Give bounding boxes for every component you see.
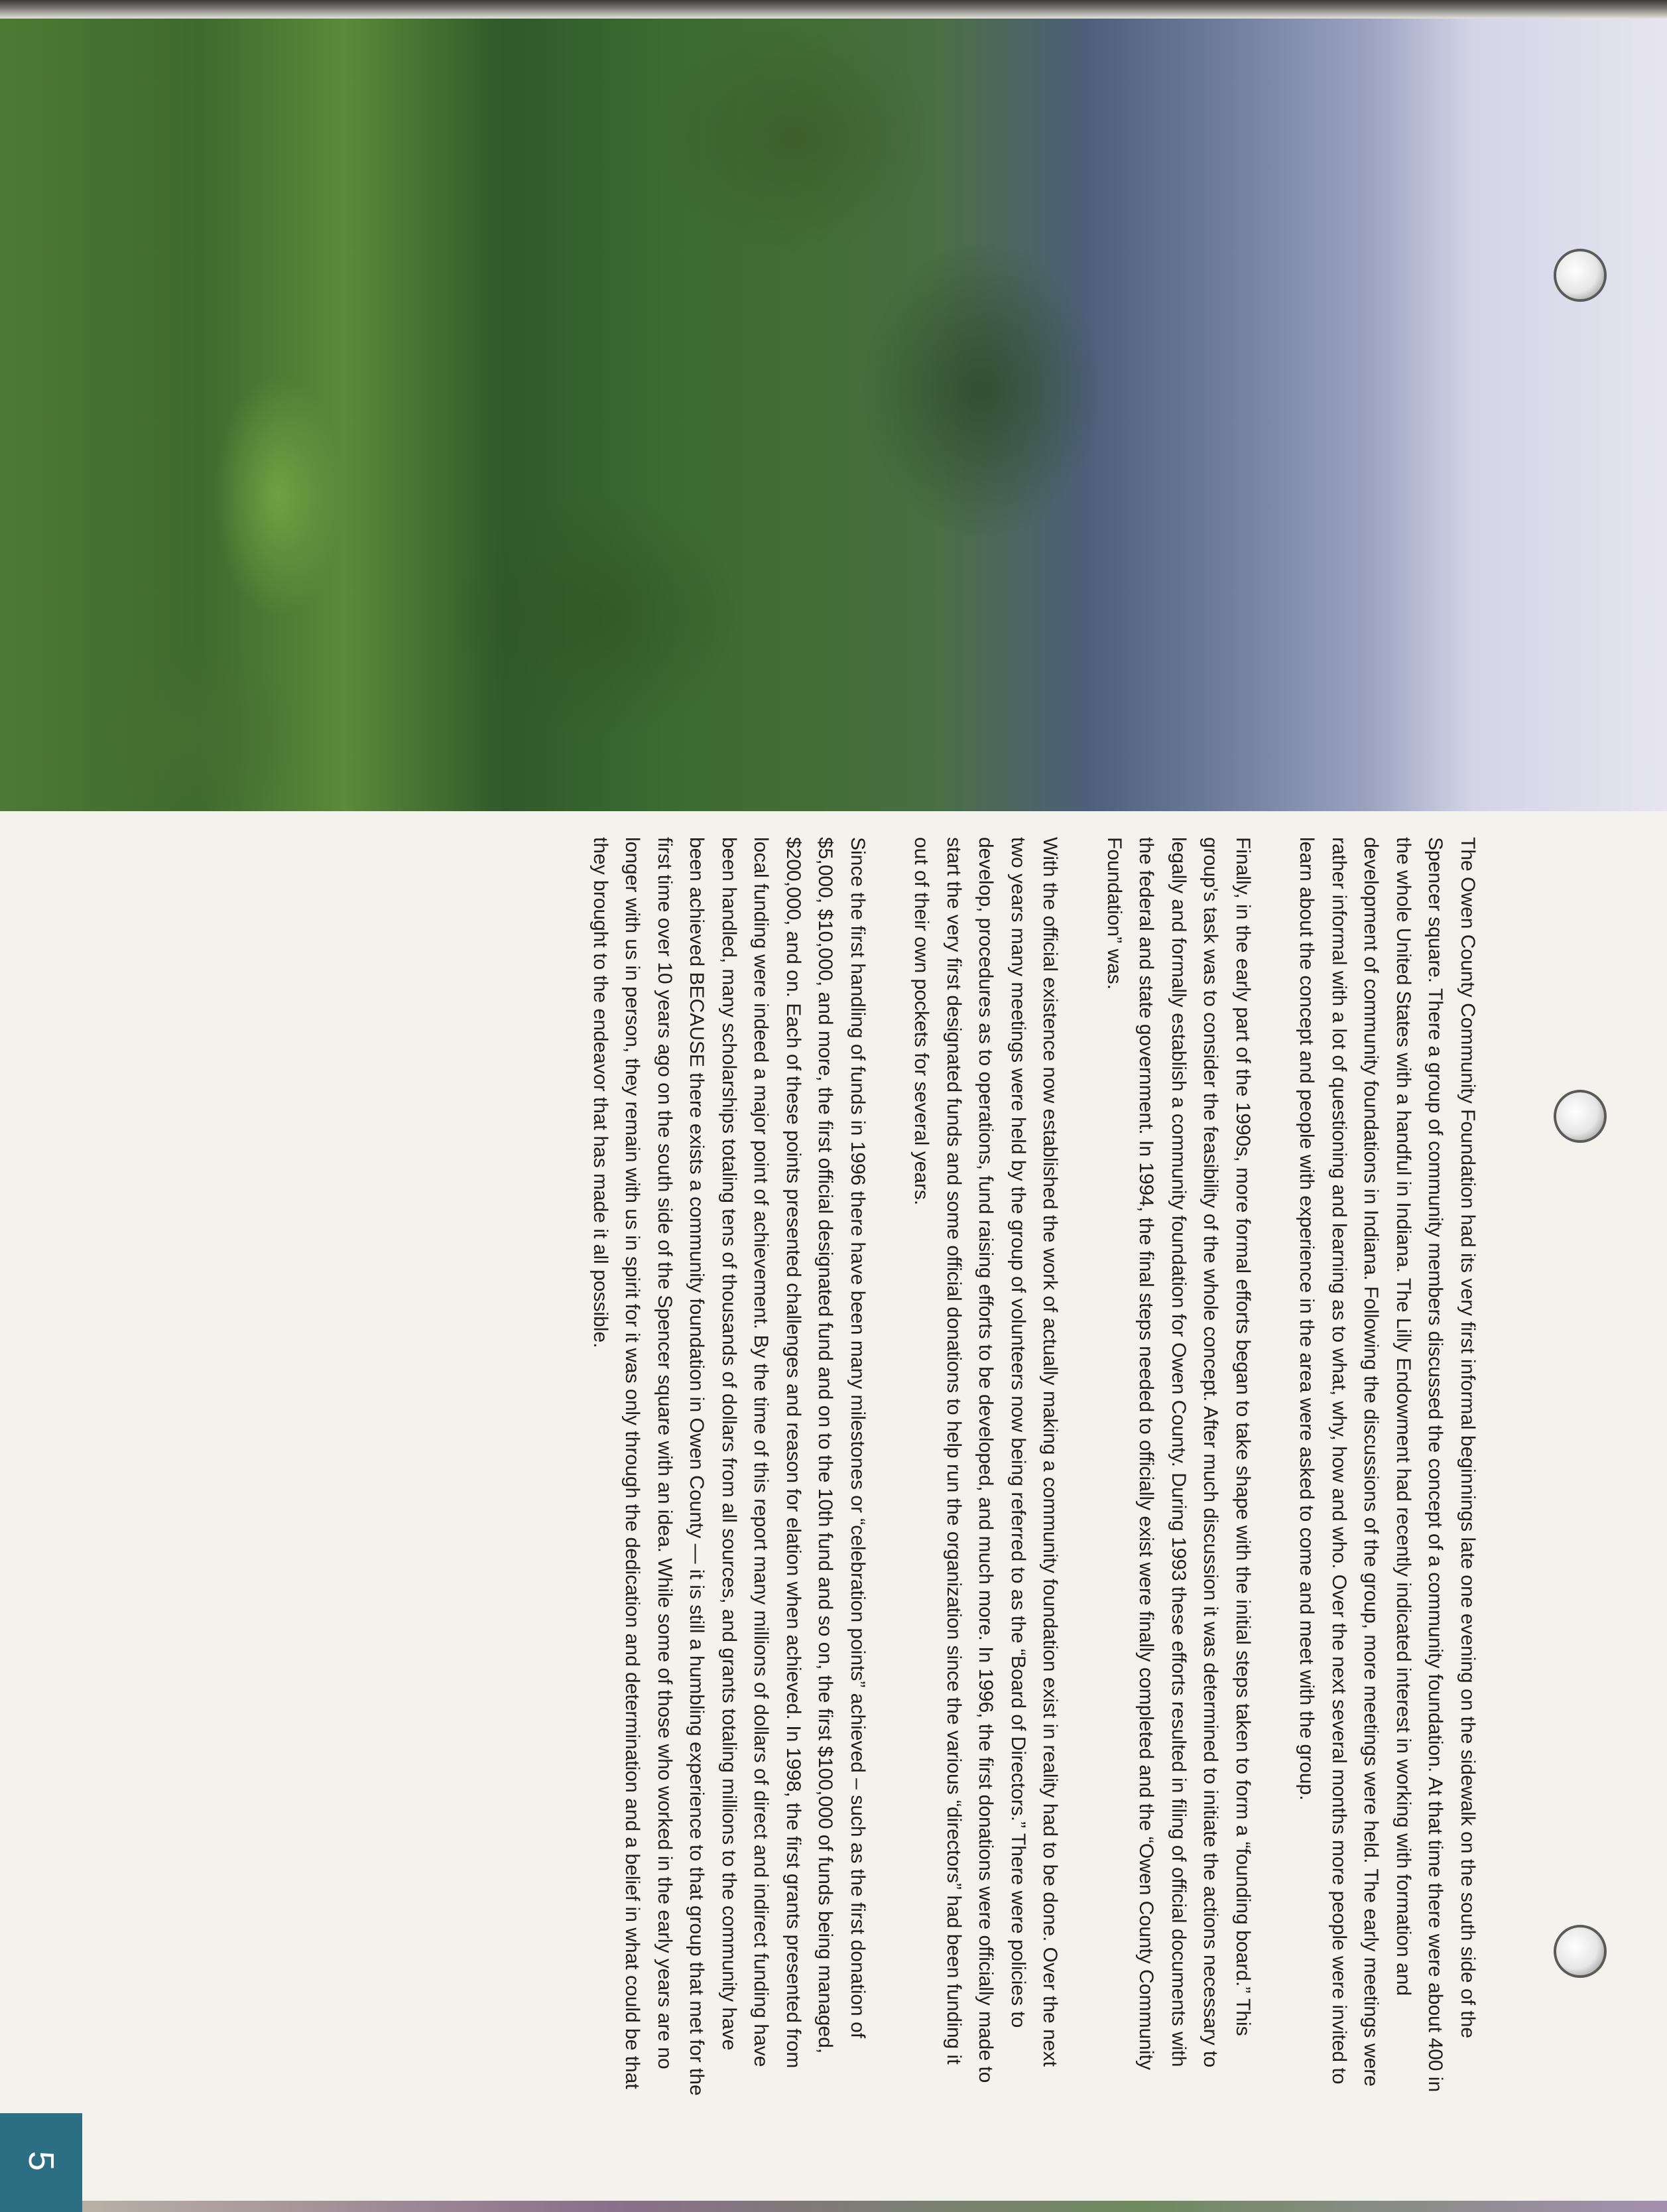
paragraph-beginnings: The Owen County Community Foundation had its very first informal beginnings late one evening on the sidewalk on the south side of the Spencer square. There a group of community members discussed the concept of a community foundation. At that time there were about 400 in the whole United States with a handful in Indiana. The Lilly Endowment had recently indicated interest in working with formation and development of community foundations in Indiana. Following the discussions of the group, more meetings were held. The early meetings were rather informal with a lot of questioning and learning as to what, why, how and who. Over the next several months more people were invited to learn about the concept and people with experience in the area were asked to come and meet with the group.	[1296, 837, 1479, 2093]
paragraph-milestones: Since the first handling of funds in 1996 there have been many milestones or “celebration points” achieved – such as the first donation of $5,000, $10,000, and more, the first official designated fund and on to the 10th fund and so on, the first $100,000 of funds being managed, $200,000, and on. Each of these points presented challenges and reason for elation when achieved. In 1998, the first grants presented from local funding were indeed a major point of achievement. By the time of this report many millions of dollars of direct and indirect funding have been handled, many scholarships totaling tens of thousands of dollars from all sources, and grants totaling millions to the community have been achieved BECAUSE there exists a community foundation in Owen County — it is still a humbling experience to that group that met for the first time over 10 years ago on the south side of the Spencer square with an idea. While some of those who worked in the early years are no longer with us in person, they remain with us in spirit for it was only through the dedication and determination and a belief in what could be that they brought to the endeavor that has made it all possible.	[589, 837, 869, 2096]
binder-hole-top	[1554, 249, 1607, 302]
binder-hole-middle	[1554, 1090, 1607, 1143]
landscape-photo	[0, 19, 1667, 811]
paragraph-founding-board: Finally, in the early part of the 1990s, more formal efforts began to take shape with the initial steps taken to form a “founding board.” This group's task was to consider the feasibility of the whole concept. After much discussion it was determined to initiate the actions necessary to legally and formally establish a community foundation for Owen County. During 1993 these efforts resulted in filing of official documents with the federal and state government. In 1994, the final steps needed to officially exist were finally completed and the “Owen County Community Foundation” was.	[1103, 837, 1254, 2070]
paragraph-official-existence: With the official existence now established the work of actually making a community foundation exist in reality had to be done. Over the next two years many meetings were held by the group of volunteers now being referred to as the “Board of Directors.” There were policies to develop, procedures as to operations, fund raising efforts to be developed, and much more. In 1996, the first donations were officially made to start the very first designated funds and some official donations to help run the organization since the various “directors” had been funding it out of their own pockets for several years.	[910, 837, 1062, 2083]
bottom-photo-edge	[82, 2201, 1667, 2212]
binder-hole-bottom	[1554, 1925, 1607, 1978]
page-number: 5	[21, 2150, 61, 2172]
article-body	[589, 837, 1483, 2097]
page-top-edge	[0, 0, 1667, 20]
page-number-tab	[0, 2113, 82, 2212]
